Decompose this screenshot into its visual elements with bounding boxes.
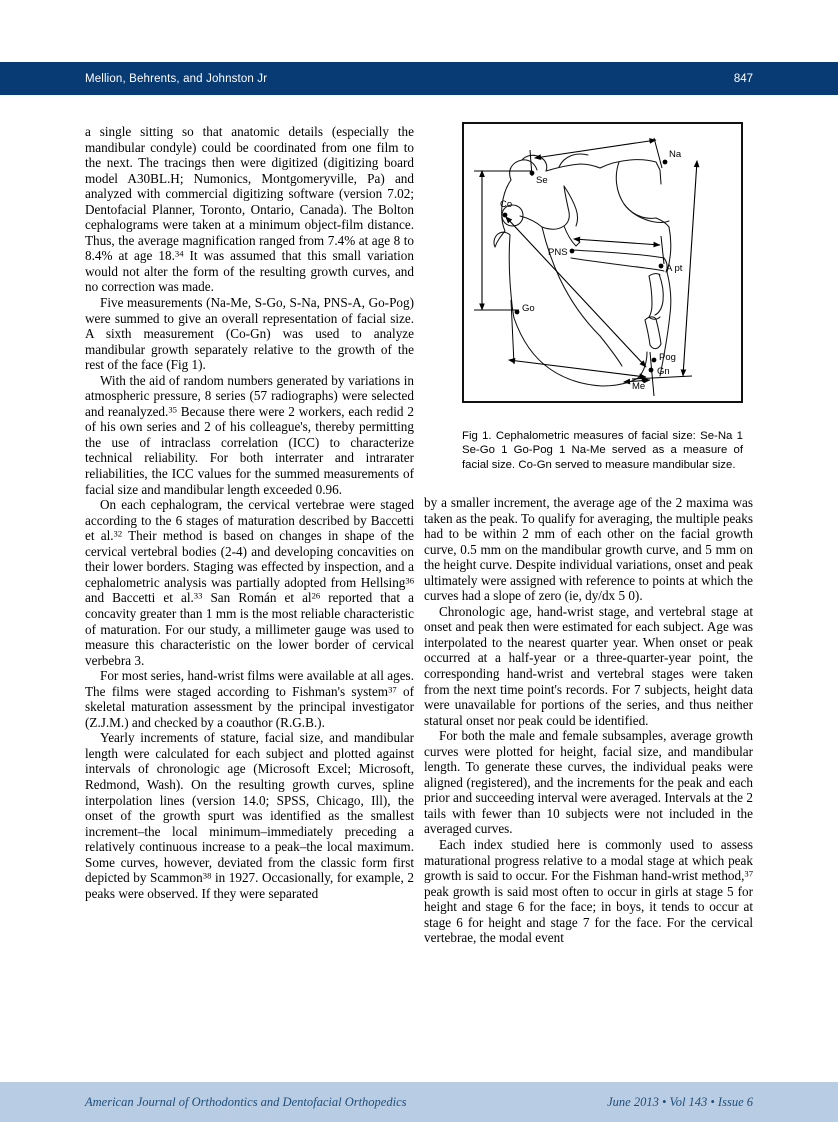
figure-caption-text: Cephalometric measures of facial size: Se-Na 1 Se-Go 1 Go-Pog 1 Na-Me served as a measure of facial size. Co-Gn served to measure mandibular size. <box>462 430 743 471</box>
paragraph-text-cont: in 1927. Occasionally, for example, 2 peaks were observed. If they were separated <box>85 870 414 901</box>
landmark-label-me: Me <box>632 381 646 392</box>
a-point-reference-tick <box>661 236 664 264</box>
running-head-bar <box>0 62 838 95</box>
cranial-floor-line <box>546 164 600 171</box>
landmark-point-go <box>515 310 520 315</box>
oblique-ridge <box>542 227 600 336</box>
paragraph-five-measurements <box>85 295 414 373</box>
landmark-label-na: Na <box>669 149 682 160</box>
paragraph-text-cont: and Baccetti et al. <box>85 590 194 606</box>
measure-go-pog <box>509 360 646 377</box>
paragraph-hand-wrist-films <box>85 668 414 730</box>
reference-marker: 38 <box>202 870 212 881</box>
journal-issue: June 2013 • Vol 143 • Issue 6 <box>607 1094 753 1109</box>
reference-marker: 35 <box>168 404 177 415</box>
mandibular-incisor-labial <box>645 320 650 345</box>
palate-superior-line <box>571 250 664 258</box>
mandibular-incisor-root <box>650 344 661 349</box>
landmark-point-na <box>663 160 668 165</box>
soft-tissue-mid <box>667 272 671 314</box>
paragraph-text-cont: peak growth is said most often to occur in girls at stage 5 for height and stage 6 for the face; in boys, it tends to occur at stage 6 for height and stage 7 for the face. For the cervical vertebrae, the modal event <box>424 883 753 946</box>
landmark-point-se <box>530 171 535 176</box>
paragraph-peak-averaging <box>424 495 753 604</box>
nasal-bone-contour <box>616 162 656 218</box>
running-head-authors: Mellion, Behrents, and Johnston Jr <box>85 72 268 85</box>
journal-name: American Journal of Orthodontics and Dentofacial Orthopedics <box>85 1094 407 1109</box>
paragraph-text: For both the male and female subsamples, average growth curves were plotted for height, facial size, and mandibular length. To generate these curves, the individual peaks were aligned (registered), and the increments for the peak and each prior and succeeding interval were averaged. Intervals at the 2 tails with fewer than 10 subjects were not included in the averaged curves. <box>424 728 753 837</box>
paragraph-text-cont: of skeletal maturation assessment by the principal investigator (Z.J.M.) and checked by a coauthor (R.G.B.). <box>85 683 414 730</box>
paragraph-text: Chronologic age, hand-wrist stage, and vertebral stage at onset and peak then were estimated for each subject. Age was interpolated to the nearest quarter year. When onset or peak occurred at a half-year or a three-quarter-year point, the corresponding hand-wrist and vertebral stages were taken from the next time point's records. For 7 subjects, height data were unavailable for portions of the series, and thus neither statural onset nor peak could be identified. <box>424 603 753 728</box>
landmark-label-se: Se <box>536 175 548 186</box>
running-head-content <box>85 62 753 95</box>
mandibular-incisor-lingual <box>656 319 661 344</box>
landmark-point-gn <box>649 368 654 373</box>
measure-na-me <box>683 161 697 376</box>
figure-caption <box>462 429 743 472</box>
reference-marker: 26 <box>311 590 321 601</box>
mandibular-lower-border <box>514 318 602 386</box>
paragraph-average-growth-curves <box>424 728 753 837</box>
maxillary-incisor-root <box>649 274 660 276</box>
frontonasal-contour <box>656 162 661 184</box>
nasal-lower-contour <box>624 204 669 223</box>
pterygomaxillary-fissure <box>576 242 580 246</box>
paragraph-text: Yearly increments of stature, facial size, and mandibular length were calculated for each subject and plotted against intervals of chronologic age (Microsoft Excel; Microsoft, Redmond, Wash). On the resulting growth curves, spline interpolation lines (version 14.0; SPSS, Chicago, Ill), the onset of the growth spurt was identified as the smallest increment–the local minimum–immediately preceding a relatively continuous increase to a peak–the local maximum. Some curves, however, deviated from the classic form first depicted by Scammon <box>85 730 414 886</box>
landmark-point-apt <box>659 264 664 269</box>
paragraph-text: Each index studied here is commonly used to assess maturational progress relative to a modal stage at which peak growth is said to occur. For the Fishman hand-wrist method, <box>424 837 753 884</box>
anterior-clinoid-contour <box>522 155 547 171</box>
right-text-column <box>424 495 753 946</box>
figure-caption-label: Fig 1. <box>462 430 492 442</box>
footer-bar <box>0 1082 838 1122</box>
paragraph-text-cont: reported that a concavity greater than 1 mm is the most reliable characteristic of maturation. For our study, a millimeter gauge was used to measure this characteristic on the lower border of cervical verbebra 3. <box>85 590 414 668</box>
reference-marker: 37 <box>744 868 753 879</box>
paragraph-yearly-increments <box>85 730 414 901</box>
paragraph-chronologic-age <box>424 604 753 728</box>
paragraph-text: by a smaller increment, the average age of the 2 maxima was taken as the peak. To qualify for averaging, the multiple peaks had to be within 2 mm of each other on the facial growth curve, 0.5 mm on the mandibular growth curve, and 5 mm on the height curve. Despite individual variations, onset and peak ultimately were assigned with reference to points at which the curves had a slope of zero (ie, dy/dx 5 0). <box>424 495 753 604</box>
paragraph-text-cont: San Román et al <box>202 590 312 606</box>
reference-marker: 33 <box>193 590 203 601</box>
paragraph-text: a single sitting so that anatomic details (especially the mandibular condyle) could be coordinated from one film to the next. The tracings then were digitized (digitizing board model A30BL.H; Numonics, Montgomeryville, Pa) and analyzed with commercial digitizing software (version 7.02; Dentofacial Planner, Toronto, Ontario, Canada). The Bolton cephalograms were taken at a minimum object-film distance. Thus, the average magnification ranged from 7.4% at age 8 to 8.4% at age 18. <box>85 124 414 264</box>
cephalometric-tracing-image <box>462 122 743 403</box>
paragraph-cephalogram-staging <box>85 497 414 668</box>
cephalogram-svg <box>464 124 741 401</box>
landmark-label-pns: PNS <box>548 247 568 258</box>
pterygoid-contour <box>564 226 576 246</box>
landmark-point-co <box>503 213 508 218</box>
footer-content <box>85 1082 753 1122</box>
landmark-point-pns <box>570 249 575 254</box>
paragraph-text-cont: Their method is based on changes in shape of the cervical vertebral bodies (2-4) and developing concavities on their lower borders. Staging was effected by inspection, and a cephalometric analysis was partially adopted from Hellsing <box>85 528 414 590</box>
reference-marker: 34 <box>174 248 184 259</box>
landmark-label-co: Co <box>500 199 513 210</box>
landmark-label-pog: Pog <box>659 352 676 363</box>
symphysis-anterior <box>638 352 647 378</box>
reference-marker: 36 <box>405 575 414 586</box>
landmark-label-apt: A pt <box>666 263 683 274</box>
measure-se-na <box>535 140 656 158</box>
paragraph-text-cont: Because there were 2 workers, each redid 2 of his own series and 2 of his colleague's, thereby permitting the use of intraclass correlation (ICC) to characterize technical reliability. For both interrater and intrarater reliabilities, the ICC values for the summed measurements of facial size and mandibular length exceeded 0.96. <box>85 403 414 497</box>
sigmoid-notch <box>542 212 569 229</box>
measure-pns-a <box>574 239 660 245</box>
paragraph-text: With the aid of random numbers generated by variations in atmospheric pressure, 8 series (57 radiographs) were selected and reanalyzed. <box>85 372 414 419</box>
maxillary-incisor-lingual <box>649 276 652 317</box>
na-reference-tick <box>654 138 662 168</box>
paragraph-text-cont: It was assumed that this small variation would not alter the form of the resulting growth curves, and no correction was made. <box>85 248 414 295</box>
sella-turcica-contour <box>510 160 537 180</box>
maxillary-incisor-labial <box>655 274 663 315</box>
paragraph-text: For most series, hand-wrist films were available at all ages. The films were staged according to Fishman's system <box>85 668 414 699</box>
coronoid-process-posterior <box>564 186 578 226</box>
paragraph-text: Five measurements (Na-Me, S-Go, S-Na, PNS-A, Go-Pog) were summed to give an overall representation of facial size. A sixth measurement (Co-Gn) was used to analyze mandibular growth separately relative to the growth of the rest of the face (Fig 1). <box>85 295 414 373</box>
reference-marker: 37 <box>388 684 397 695</box>
landmark-label-gn: Gn <box>657 366 670 377</box>
reference-marker: 32 <box>113 528 123 539</box>
landmark-point-pog <box>652 358 657 363</box>
figure-1 <box>462 122 743 472</box>
paragraph-random-numbers <box>85 373 414 497</box>
palate-inferior-line <box>571 258 664 271</box>
paragraph-continuation <box>85 124 414 295</box>
page-number: 847 <box>733 72 753 85</box>
orbital-roof-line <box>600 160 656 168</box>
landmark-label-go: Go <box>522 303 535 314</box>
skull-outline-group <box>494 154 671 386</box>
left-text-column <box>85 124 414 901</box>
paragraph-text: On each cephalogram, the cervical vertebrae were staged according to the 6 stages of maturation described by Baccetti et al. <box>85 497 414 544</box>
symphysis-lingual <box>600 336 622 366</box>
landmark-labels-group <box>500 149 683 392</box>
paragraph-index-modal-stage <box>424 837 753 946</box>
landmark-points-group <box>503 160 668 383</box>
